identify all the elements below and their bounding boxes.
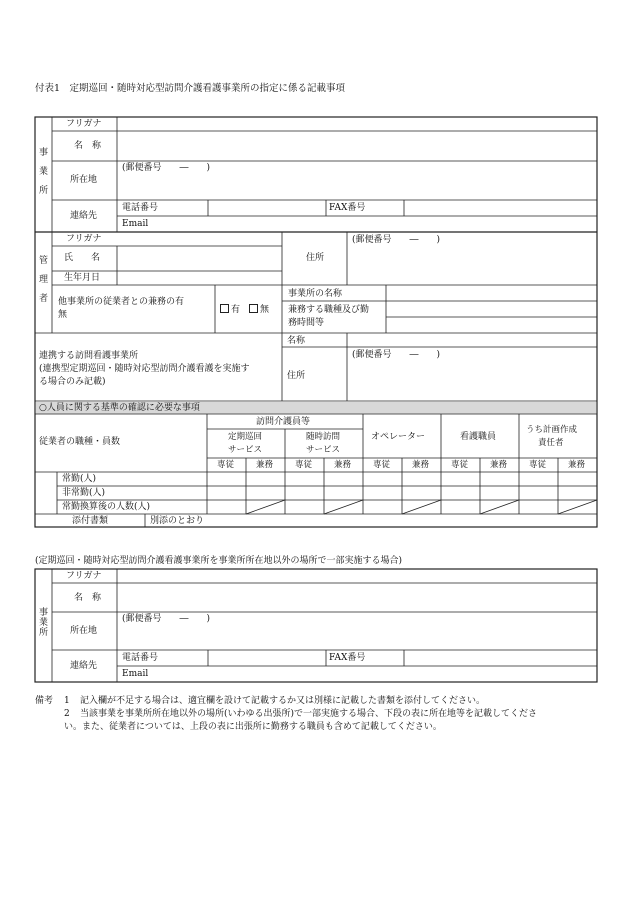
office-furigana-label: フリガナ (66, 119, 102, 129)
partner-line2: (連携型定期巡回・随時対応型訪問介護看護を実施す (39, 364, 250, 374)
staff-col-planner-2: 責任者 (538, 438, 564, 448)
manager-group-label-1: 管 (39, 256, 49, 266)
office-contact-label: 連絡先 (70, 211, 98, 221)
staff-section-title: ○人員に関する基準の確認に必要な事項 (39, 403, 200, 413)
staff-full-4: 専従 (451, 460, 469, 470)
branch-title: (定期巡回・随時対応型訪問介護看護事業所を事業所所在地以外の場所で一部実施する場合) (35, 556, 403, 566)
staff-row-converted: 常勤換算後の人数(人) (62, 502, 151, 512)
office-name-label: 名 称 (74, 141, 102, 151)
partner-line3: る場合のみ記載) (39, 377, 106, 387)
staff-full-2: 専従 (295, 460, 313, 470)
office-group-label-2: 業 (39, 167, 49, 177)
manager-other-name-label: 事業所の名称 (288, 289, 343, 299)
staff-part-3: 兼務 (412, 460, 430, 470)
staff-col-planner-1: うち計画作成 (526, 425, 578, 435)
staff-col-nurse: 看護職員 (460, 432, 497, 442)
staff-part-2: 兼務 (334, 460, 352, 470)
note-1-number: 1 (64, 696, 70, 706)
branch-address-label: 所在地 (70, 626, 98, 636)
partner-address-label: 住所 (287, 371, 306, 381)
note-1-text: 記入欄が不足する場合は、適宜欄を設けて記載するか又は別様に記載した書類を添付してください。 (80, 696, 486, 706)
branch-group-label-1: 事 (39, 608, 49, 618)
checkbox-no[interactable] (249, 304, 258, 313)
staff-part-5: 兼務 (568, 460, 586, 470)
manager-concurrent-q1: 他事業所の従業者との兼務の有 (58, 297, 185, 307)
manager-group-label-3: 者 (39, 294, 49, 304)
manager-opt-yes[interactable] (220, 304, 240, 316)
partner-line1: 連携する訪問看護事業所 (39, 351, 139, 361)
staff-row-header: 従業者の職種・員数 (39, 437, 121, 447)
staff-col-operator: オペレーター (371, 432, 426, 442)
office-phone-label: 電話番号 (122, 203, 159, 213)
partner-postal: (郵便番号 ― ) (352, 350, 441, 360)
opt-no-label: 無 (260, 305, 270, 315)
manager-concurrent-q2: 無 (58, 310, 68, 320)
office-postal: (郵便番号 ― ) (122, 163, 211, 173)
branch-name-label: 名 称 (74, 593, 102, 603)
manager-furigana-label: フリガナ (66, 234, 102, 244)
staff-row-parttime: 非常勤(人) (62, 488, 106, 498)
staff-full-3: 専従 (373, 460, 391, 470)
manager-name-label: 氏 名 (64, 253, 101, 263)
notes-label: 備考 (35, 696, 54, 706)
branch-furigana-label: フリガナ (66, 571, 102, 581)
form-title: 付表1 定期巡回・随時対応型訪問介護看護事業所の指定に係る記載事項 (35, 83, 346, 94)
staff-full-5: 専従 (529, 460, 547, 470)
partner-name-label: 名称 (287, 336, 306, 346)
staff-row-fulltime: 常勤(人) (62, 474, 97, 484)
staff-part-4: 兼務 (490, 460, 508, 470)
note-2-text-a: 当該事業を事業所所在地以外の場所(いわゆる出張所)で一部実施する場合、下段の表に所在地等を記載してくださ (80, 709, 538, 719)
branch-contact-label: 連絡先 (70, 661, 98, 671)
office-fax-label: FAX番号 (329, 203, 366, 213)
office-group-label-1: 事 (39, 148, 49, 158)
branch-phone-label: 電話番号 (122, 653, 159, 663)
manager-birth-label: 生年月日 (64, 273, 101, 283)
staff-full-1: 専従 (217, 460, 235, 470)
staff-attach-label: 添付書類 (72, 516, 109, 526)
note-2-text-b: い。また、従業者については、上段の表に出張所に勤務する職員も含めて記載してください。 (64, 722, 442, 732)
branch-group-label-3: 所 (39, 628, 49, 638)
staff-col-anytime-2: サービス (306, 445, 341, 455)
branch-group-label-2: 業 (39, 618, 49, 628)
staff-col-periodic-2: サービス (228, 445, 263, 455)
branch-fax-label: FAX番号 (329, 653, 366, 663)
staff-col-periodic-1: 定期巡回 (228, 432, 263, 442)
note-2-number: 2 (64, 709, 70, 719)
staff-attach-value: 別添のとおり (150, 516, 205, 526)
branch-email-label: Email (122, 669, 149, 679)
manager-other-job-label-1: 兼務する職種及び勤 (288, 305, 370, 315)
branch-postal: (郵便番号 ― ) (122, 614, 211, 624)
staff-part-1: 兼務 (256, 460, 274, 470)
manager-opt-no[interactable] (249, 304, 269, 316)
manager-other-job-label-2: 務時間等 (288, 318, 325, 328)
manager-postal: (郵便番号 ― ) (352, 235, 441, 245)
staff-col-visit: 訪問介護員等 (256, 417, 311, 427)
manager-group-label-2: 理 (39, 275, 49, 285)
staff-col-anytime-1: 随時訪問 (306, 432, 341, 442)
checkbox-yes[interactable] (220, 304, 229, 313)
opt-yes-label: 有 (231, 305, 241, 315)
office-address-label: 所在地 (70, 175, 98, 185)
manager-address-label: 住所 (306, 253, 325, 263)
office-email-label: Email (122, 219, 149, 229)
office-group-label-3: 所 (39, 186, 49, 196)
